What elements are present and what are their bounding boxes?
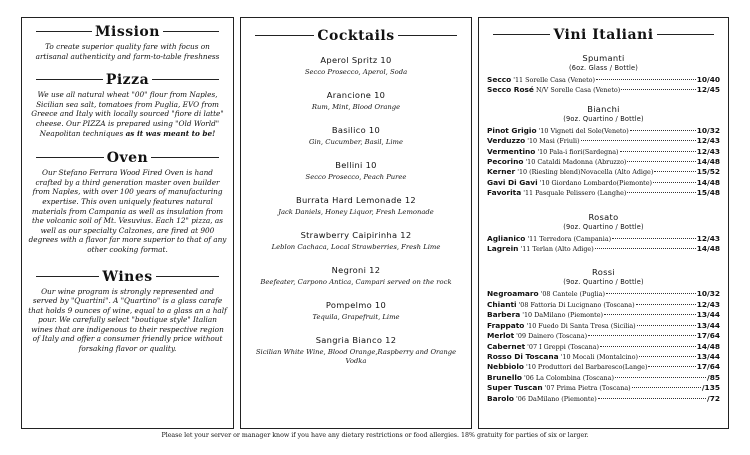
wine-row	[487, 147, 720, 157]
wine-list	[487, 234, 720, 255]
wine-category-title: Rosato	[588, 211, 619, 222]
wine-row	[487, 310, 720, 320]
wine-name: Lagrein	[487, 244, 519, 254]
oven-title: Oven	[22, 148, 233, 166]
wine-category-title: Bianchi	[587, 103, 620, 114]
leader-dots	[639, 356, 696, 357]
wine-price: 17/64	[696, 331, 720, 341]
cocktail-name: Negroni 12	[331, 265, 381, 275]
wine-vintage-producer: '08 Fattoria Di Lucignano (Toscana)	[518, 300, 635, 309]
wine-vintage-producer: N/V Sorelle Casa (Veneto)	[535, 86, 621, 95]
wine-row	[487, 234, 720, 244]
leader-dots	[596, 79, 696, 80]
wine-row	[487, 373, 720, 383]
leader-dots	[612, 238, 696, 239]
cocktail-name: Sangria Bianco 12	[315, 335, 397, 345]
wine-category-serving: (6oz. Glass / Bottle)	[568, 64, 639, 72]
cocktail-item	[241, 335, 471, 366]
wine-list	[487, 289, 720, 403]
wine-row	[487, 178, 720, 188]
wine-name: Aglianico	[487, 233, 526, 243]
vini-title: Vini Italiani	[479, 25, 728, 43]
cocktail-ingredients: Sicilian White Wine, Blood Orange,Raspberry and Orange Vodka	[255, 348, 457, 365]
info-panel	[21, 17, 234, 429]
cocktail-ingredients: Secco Prosecco, Aperol, Soda	[304, 68, 408, 76]
wines-text: Our wine program is strongly represented and served by "Quartini". A "Quartino" is a glass carafe that holds 9 ounces of wine, equal to a glass an a half pour. We carefully select "boutique style" Italian wines that are indigenous to their respective region of Italy and offer a consumer friendly price without forsaking flavor or quality.	[28, 286, 227, 354]
wine-price: 17/64	[696, 362, 720, 372]
oven-text-2: Each 12" pizza, as well as our specialty Calzones, are fired at 900 degrees with a flavor far more superior to that of any other cooking format.	[28, 216, 227, 254]
leader-dots	[606, 293, 696, 294]
wine-name: Gavi Di Gavi	[487, 177, 538, 187]
leader-dots	[588, 335, 696, 336]
wine-price: 14/48	[696, 157, 720, 167]
cocktail-ingredients: Tequila, Grapefruit, Lime	[312, 313, 400, 321]
cocktail-ingredients: Gin, Cucumber, Basil, Lime	[308, 138, 404, 146]
wine-vintage-producer: '06 DaMilano (Piemonte)	[515, 394, 597, 403]
wine-name: Barolo	[487, 393, 514, 403]
wine-row	[487, 136, 720, 146]
wine-row	[487, 85, 720, 95]
wine-price: 10/32	[696, 125, 720, 135]
wine-row	[487, 352, 720, 362]
leader-dots	[637, 325, 696, 326]
cocktail-item	[241, 230, 471, 252]
wine-name: Secco Rosé	[487, 85, 534, 95]
wine-list-panel	[478, 17, 729, 429]
cocktails-title: Cocktails	[241, 26, 471, 44]
wine-category-serving: (9oz. Quartino / Bottle)	[563, 222, 644, 231]
wine-row	[487, 75, 720, 85]
wine-vintage-producer: '10 Pala-i fiori(Sardegna)	[537, 147, 619, 156]
wine-category-serving: (9oz. Quartino / Bottle)	[563, 278, 644, 287]
leader-dots	[636, 304, 696, 305]
wine-name: Nebbiolo	[487, 362, 525, 372]
wines-title: Wines	[22, 267, 233, 285]
wine-name: Secco	[487, 75, 512, 84]
wine-category-title: Spumanti	[582, 53, 625, 63]
wine-price: 15/52	[696, 167, 720, 177]
cocktail-ingredients: Leblon Cachaca, Local Strawberries, Fresh Lime	[271, 243, 441, 251]
cocktail-item	[241, 300, 471, 322]
wine-name: Rosso Di Toscana	[487, 351, 559, 361]
cocktail-ingredients: Beefeater, Carpono Antica, Campari served on the rock	[260, 278, 452, 286]
wine-vintage-producer: '07 Prima Pietra (Toscana)	[544, 384, 631, 393]
wine-price: 14/48	[696, 244, 720, 254]
wine-categories	[479, 53, 728, 404]
leader-dots	[632, 387, 701, 388]
wine-name: Favorita	[487, 188, 522, 198]
cocktail-ingredients: Rum, Mint, Blood Orange	[311, 103, 401, 111]
wine-vintage-producer: '10 (Riesling blend)Novacella (Alto Adige)	[517, 168, 654, 177]
wine-name: Pecorino	[487, 157, 524, 167]
wine-vintage-producer: '10 Mocali (Montalcino)	[560, 352, 638, 361]
wine-price: 10/40	[696, 75, 720, 84]
wine-row	[487, 331, 720, 341]
cocktail-item	[241, 160, 471, 182]
wine-row	[487, 342, 720, 352]
pizza-text	[28, 90, 227, 138]
wine-name: Barbera	[487, 310, 521, 320]
pizza-text-emphasis: as it was meant to be!	[125, 128, 216, 138]
wine-vintage-producer: '10 Masi (Friuli)	[527, 137, 580, 146]
wine-price: 15/48	[696, 188, 720, 198]
wine-name: Pinot Grigio	[487, 125, 537, 135]
wine-name: Cabernet	[487, 341, 526, 351]
wine-price: 12/43	[696, 136, 720, 146]
wine-row	[487, 300, 720, 310]
oven-text-1: Our Stefano Ferrara Wood Fired Oven is hand crafted by a third generation master oven builder from Naples, with over 100 years of manufacturing expertise. This oven uniquely features natural materials from Campania as well as insulation from the volcanic soil of Mt. Vesuvius.	[31, 168, 224, 226]
leader-dots	[581, 140, 696, 141]
wine-price: /135	[701, 383, 720, 393]
wine-vintage-producer: '11 Terredora (Campania)	[527, 234, 612, 243]
wine-vintage-producer: '10 Vigneti del Sole(Veneto)	[538, 126, 629, 135]
cocktail-item	[241, 195, 471, 217]
wine-name: Verduzzo	[487, 136, 526, 146]
wine-row	[487, 167, 720, 177]
wine-price: 12/45	[696, 85, 720, 95]
leader-dots	[648, 366, 695, 367]
wine-category-title: Rossi	[592, 267, 615, 278]
pizza-title: Pizza	[22, 70, 233, 88]
cocktail-item	[241, 125, 471, 147]
wine-row	[487, 244, 720, 254]
wine-vintage-producer: '10 DaMilano (Piemonte)	[522, 311, 603, 320]
cocktail-name: Aperol Spritz 10	[320, 55, 392, 65]
wine-price: 12/43	[696, 146, 720, 156]
wine-row	[487, 188, 720, 198]
oven-text	[28, 168, 227, 254]
wine-list	[487, 75, 720, 96]
cocktail-list	[241, 55, 471, 366]
wine-list	[487, 126, 720, 199]
wine-name: Super Tuscan	[487, 383, 543, 393]
wine-vintage-producer: '11 Terlan (Alto Adige)	[520, 245, 594, 254]
wine-category-serving: (9oz. Quartino / Bottle)	[563, 114, 644, 123]
wine-vintage-producer: '11 Sorelle Casa (Veneto)	[513, 76, 596, 84]
wine-name: Negroamaro	[487, 289, 539, 299]
wine-name: Brunello	[487, 372, 522, 382]
wine-name: Vermentino	[487, 146, 536, 156]
wine-row	[487, 126, 720, 136]
cocktail-ingredients: Secco Prosecco, Peach Puree	[305, 173, 407, 181]
wine-price: 14/48	[696, 177, 720, 187]
cocktail-name: Bellini 10	[335, 160, 377, 170]
wine-price: 10/32	[696, 289, 720, 299]
leader-dots	[595, 248, 696, 249]
leader-dots	[598, 398, 706, 399]
leader-dots	[627, 192, 695, 193]
cocktail-name: Strawberry Caipirinha 12	[300, 230, 412, 240]
wine-row	[487, 157, 720, 167]
mission-text: To create superior quality fare with focus on artisanal authenticity and farm-to-table freshness	[35, 42, 220, 61]
wine-category-rosato	[479, 212, 728, 231]
cocktail-name: Arancione 10	[326, 90, 386, 100]
wine-price: 13/44	[696, 320, 720, 330]
cocktail-name: Burrata Hard Lemonade 12	[295, 195, 417, 205]
leader-dots	[653, 182, 696, 183]
leader-dots	[627, 161, 695, 162]
wine-price: 13/44	[696, 351, 720, 361]
wine-vintage-producer: '10 Fuedo Di Santa Tresa (Sicilia)	[526, 321, 636, 330]
cocktail-name: Pompelmo 10	[325, 300, 387, 310]
wine-vintage-producer: '10 Giordano Lombardo(Piemonte)	[539, 178, 653, 187]
wine-name: Chianti	[487, 299, 517, 309]
wine-name: Frappato	[487, 320, 525, 330]
wine-vintage-producer: '09 Dainero (Toscana)	[516, 332, 588, 341]
pizza-text-1: We use all natural wheat "00" flour from Naples, Sicilian sea salt, tomatoes from Puglia, EVO from Greece and Italy with locally sourced "fiore di latte" cheese.	[31, 90, 224, 128]
wine-price: /85	[707, 372, 720, 382]
mission-title: Mission	[22, 22, 233, 40]
wine-row	[487, 394, 720, 404]
wine-row	[487, 321, 720, 331]
leader-dots	[600, 346, 696, 347]
wine-category-rossi	[479, 267, 728, 286]
wine-vintage-producer: '11 Pasquale Pelissero (Langhe)	[523, 189, 627, 198]
wine-vintage-producer: '07 I Greppi (Toscana)	[527, 342, 600, 351]
wine-row	[487, 383, 720, 393]
leader-dots	[604, 314, 696, 315]
wine-price: /72	[707, 393, 720, 403]
wine-vintage-producer: '08 Cantele (Puglia)	[540, 290, 605, 299]
wine-vintage-producer: '10 Produttori del Barbaresco(Lange)	[526, 363, 648, 372]
wine-price: 12/43	[696, 233, 720, 243]
leader-dots	[621, 89, 695, 90]
leader-dots	[620, 151, 696, 152]
pizza-text-2: Our PIZZA is prepared using "Old World" Neapolitan techniques	[39, 118, 220, 138]
cocktail-item	[241, 90, 471, 112]
wine-vintage-producer: '10 Cataldi Madonna (Abruzzo)	[525, 158, 627, 167]
allergy-notice: Please let your server or manager know if you have any dietary restrictions or food allergies. 18% gratuity for parties of six or larger.	[161, 432, 589, 439]
leader-dots	[654, 171, 695, 172]
cocktail-name: Basilico 10	[331, 125, 381, 135]
wine-row	[487, 362, 720, 372]
leader-dots	[615, 377, 706, 378]
leader-dots	[630, 130, 696, 131]
cocktail-item	[241, 265, 471, 287]
cocktail-ingredients: Jack Daniels, Honey Liquor, Fresh Lemonade	[278, 208, 434, 216]
wine-vintage-producer: '06 La Colombina (Toscana)	[523, 373, 614, 382]
wine-row	[487, 289, 720, 299]
wine-name: Kerner	[487, 167, 516, 177]
wine-name: Merlot	[487, 331, 515, 341]
wine-price: 12/43	[696, 299, 720, 309]
wine-price: 13/44	[696, 310, 720, 320]
wine-price: 14/48	[696, 341, 720, 351]
wine-category-bianchi	[479, 104, 728, 123]
wine-category-spumanti	[479, 53, 728, 72]
cocktail-item	[241, 55, 471, 77]
cocktails-panel	[240, 17, 472, 429]
